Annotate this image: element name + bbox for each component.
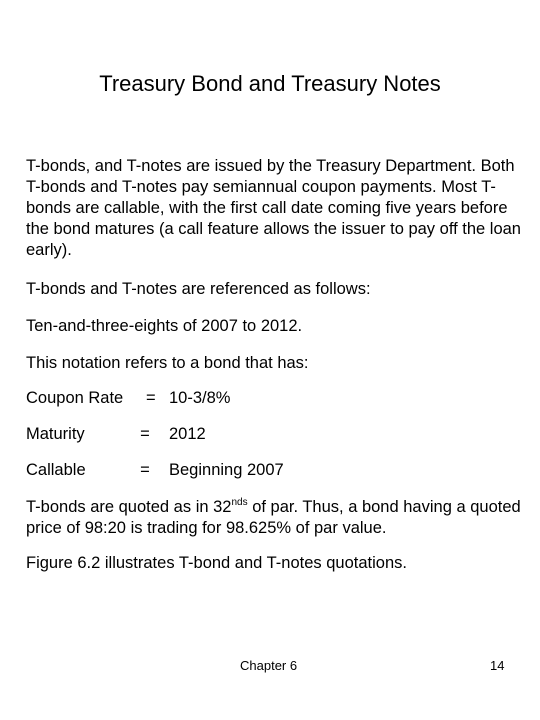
notation-paragraph: This notation refers to a bond that has: [26,354,309,372]
referenced-paragraph: T-bonds and T-notes are referenced as follows: [26,280,371,298]
spec-row-coupon-rate [26,388,526,409]
spec-value: 10-3/8% [169,389,231,407]
figure-reference: Figure 6.2 illustrates T-bond and T-notes quotations. [26,554,407,572]
page-number: 14 [490,658,505,673]
bond-spec-list [26,388,526,481]
spec-equals: = [146,389,156,407]
footer-chapter: Chapter 6 [240,658,298,673]
spec-label: Coupon Rate [26,389,124,407]
quote-text-before: T-bonds are quoted as in 32 [26,498,232,516]
slide-title: Treasury Bond and Treasury Notes [99,71,441,96]
quote-superscript: nds [231,497,248,508]
spec-row-maturity [26,424,526,445]
intro-paragraph: T-bonds, and T-notes are issued by the Treasury Department. Both T-bonds and T-notes pay semiannual coupon payments. Most T-bonds are callable, with the first call date coming five years before the bond matures (a call feature allows the issuer to pay off the loan early). [26,157,521,259]
example-paragraph: Ten-and-three-eights of 2007 to 2012. [26,317,303,335]
spec-label: Callable [26,461,86,479]
spec-equals: = [140,461,150,479]
spec-value: Beginning 2007 [169,461,284,479]
quote-paragraph [26,497,526,539]
spec-value: 2012 [169,425,206,443]
spec-label: Maturity [26,425,85,443]
quote-text-after: of par. Thus, a bond having a quoted price of 98:20 is trading for 98.625% of par value. [26,498,521,537]
slide-body [26,156,526,574]
spec-equals: = [140,425,150,443]
spec-row-callable [26,460,526,481]
